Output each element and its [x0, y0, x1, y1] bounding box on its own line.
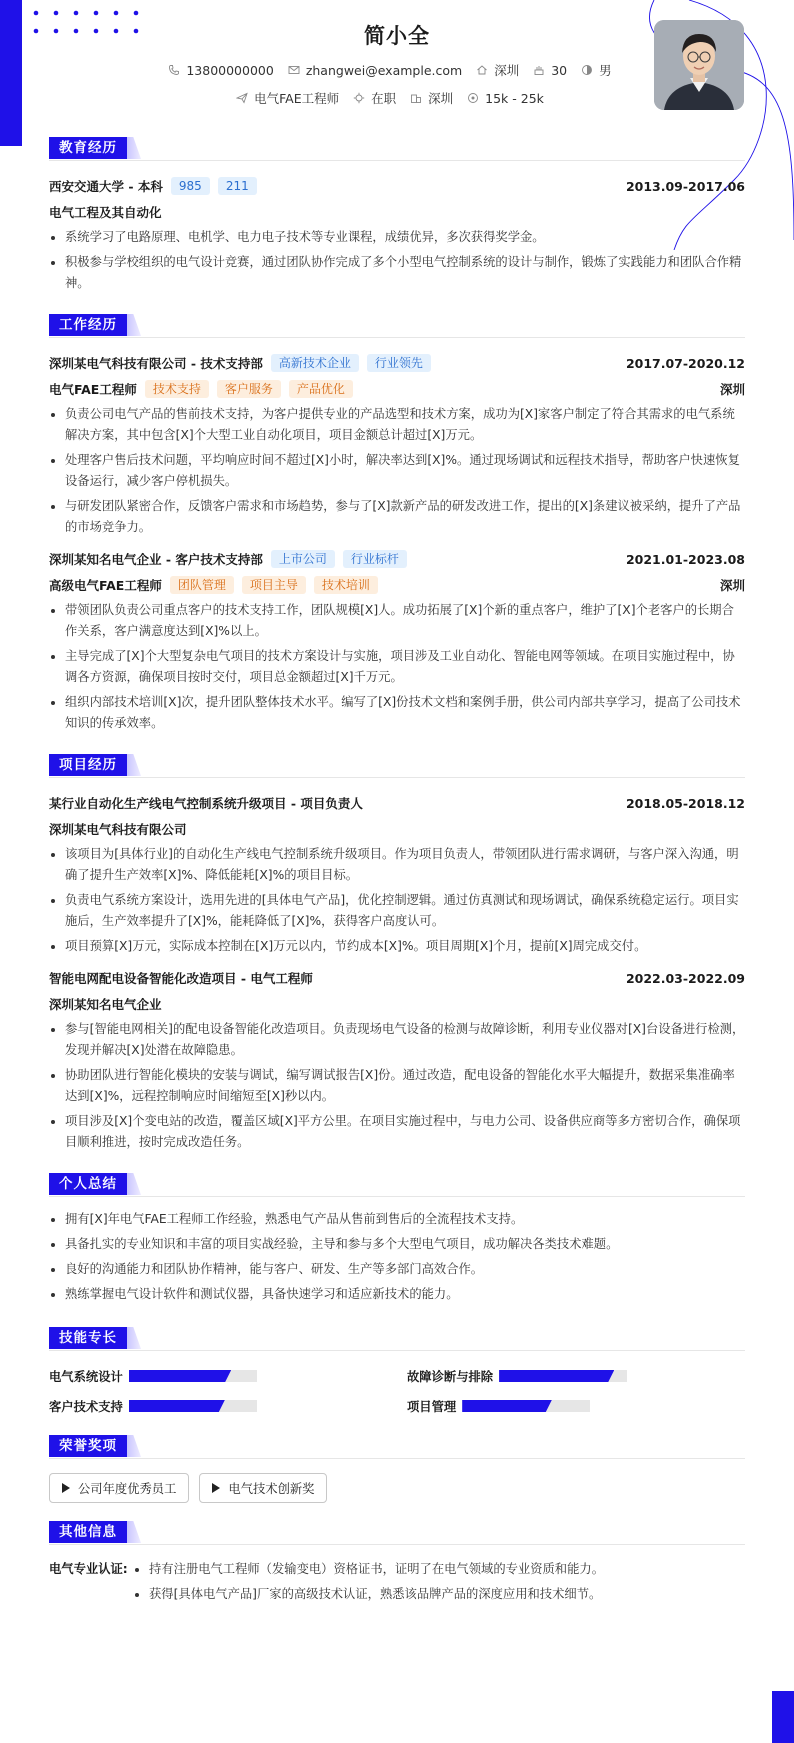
project-company: 深圳某知名电气企业 — [49, 997, 162, 1012]
period: 2021.01-2023.08 — [625, 551, 745, 567]
play-icon — [212, 1483, 220, 1493]
phone-icon — [168, 64, 180, 76]
play-icon — [62, 1483, 70, 1493]
projects-section — [49, 754, 745, 1153]
list-item: 该项目为[具体行业]的自动化生产线电气控制系统升级项目。作为项目负责人，带领团队进行需求调研，与客户深入沟通，明确了提升生产效率[X]%、降低能耗[X]%的项目目标。 — [49, 844, 745, 886]
tag: 行业标杆 — [343, 550, 407, 568]
period: 2013.09-2017.06 — [625, 178, 745, 194]
awards-list — [49, 1471, 745, 1503]
coin-icon — [467, 92, 479, 104]
bullet-list — [133, 1559, 745, 1609]
job-row — [110, 89, 670, 107]
entry-subheader — [49, 376, 745, 402]
period: 2018.05-2018.12 — [625, 795, 745, 811]
section-title: 其他信息 — [49, 1521, 127, 1543]
building-icon — [410, 92, 422, 104]
section-header — [49, 1173, 745, 1197]
bullet-list — [49, 844, 745, 957]
header — [0, 0, 794, 128]
skill-bar — [499, 1370, 627, 1382]
city: 深圳 — [719, 382, 745, 397]
skill-bar — [129, 1400, 257, 1412]
role-name: 电气FAE工程师 — [49, 382, 137, 397]
awards-section — [49, 1435, 745, 1503]
tag: 技术支持 — [145, 380, 209, 398]
summary-section — [49, 1173, 745, 1305]
project-entry — [49, 965, 745, 1153]
entry-header — [49, 350, 745, 376]
mail-icon — [288, 64, 300, 76]
phone-text: 13800000000 — [186, 62, 274, 78]
list-item: 熟练掌握电气设计软件和测试仪器，具备快速学习和适应新技术的能力。 — [49, 1284, 745, 1305]
send-icon — [236, 92, 248, 104]
bullet-list — [49, 404, 745, 538]
other-section — [49, 1521, 745, 1609]
list-item: 负责电气系统方案设计，选用先进的[具体电气产品]，优化控制逻辑。通过仿真测试和现场调试，确保系统稳定运行。项目实施后，生产效率提升了[X]%，能耗降低了[X]%，获得客户高度认可。 — [49, 890, 745, 932]
skill-level — [462, 1400, 552, 1412]
skill-bar — [462, 1400, 590, 1412]
project-entry — [49, 790, 745, 957]
award-label: 电气技术创新奖 — [228, 1482, 315, 1496]
work-entry — [49, 350, 745, 538]
salary-item — [467, 91, 544, 106]
list-item: 处理客户售后技术问题，平均响应时间不超过[X]小时，解决率达到[X]%。通过现场调试和远程技术指导，帮助客户快速恢复设备运行，减少客户停机损失。 — [49, 450, 745, 492]
location-item — [476, 61, 519, 79]
skill-item — [49, 1395, 387, 1417]
avatar-portrait — [654, 20, 744, 110]
status-icon — [353, 92, 365, 104]
company-name: 深圳某电气科技有限公司 - 技术支持部 — [49, 356, 263, 371]
list-item: 主导完成了[X]个大型复杂电气项目的技术方案设计与实施，项目涉及工业自动化、智能电网等领域。在项目实施过程中，协调各方资源，确保项目按时交付，项目总金额超过[X]千万元。 — [49, 646, 745, 688]
section-title: 个人总结 — [49, 1173, 127, 1195]
tag: 211 — [218, 177, 257, 195]
list-item: 组织内部技术培训[X]次，提升团队整体技术水平。编写了[X]份技术文档和案例手册，供公司内部共享学习，提高了公司技术知识的传承效率。 — [49, 692, 745, 734]
gender-text: 男 — [599, 63, 612, 78]
major-name: 电气工程及其自动化 — [49, 205, 162, 220]
project-title: 智能电网配电设备智能化改造项目 - 电气工程师 — [49, 971, 313, 986]
tag: 客户服务 — [217, 380, 281, 398]
email-text: zhangwei@example.com — [305, 62, 463, 78]
list-item: 协助团队进行智能化模块的安装与调试，编写调试报告[X]份。通过改造，配电设备的智能化水平大幅提升，数据采集准确率达到[X]%，远程控制响应时间缩短至[X]秒以内。 — [49, 1065, 745, 1107]
list-item: 持有注册电气工程师（发输变电）资格证书，证明了在电气领域的专业资质和能力。 — [133, 1559, 745, 1580]
list-item: 系统学习了电路原理、电机学、电力电子技术等专业课程，成绩优异，多次获得奖学金。 — [49, 227, 745, 248]
section-title: 工作经历 — [49, 314, 127, 336]
section-header — [49, 137, 745, 161]
bullet-list — [49, 227, 745, 294]
list-item: 与研发团队紧密合作，反馈客户需求和市场趋势，参与了[X]款新产品的研发改进工作，提出的[X]条建议被采纳，提升了产品的市场竞争力。 — [49, 496, 745, 538]
skill-name: 故障诊断与排除 — [407, 1370, 494, 1384]
section-title: 技能专长 — [49, 1327, 127, 1349]
section-header — [49, 314, 745, 338]
section-title: 项目经历 — [49, 754, 127, 776]
section-header — [49, 1521, 745, 1545]
skill-name: 客户技术支持 — [49, 1400, 123, 1414]
status-text: 在职 — [371, 91, 397, 106]
award-badge — [199, 1473, 327, 1503]
list-item: 带领团队负责公司重点客户的技术支持工作，团队规模[X]人。成功拓展了[X]个新的重点客户，维护了[X]个老客户的长期合作关系，客户满意度达到[X]%以上。 — [49, 600, 745, 642]
right-accent-bar — [772, 1691, 794, 1743]
skill-level — [129, 1370, 231, 1382]
tag: 行业领先 — [367, 354, 431, 372]
tag: 技术培训 — [314, 576, 378, 594]
entry-subheader — [49, 199, 745, 225]
status-item — [353, 89, 396, 107]
bullet-list — [49, 600, 745, 734]
period: 2022.03-2022.09 — [625, 970, 745, 986]
section-header — [49, 1327, 745, 1351]
gender-item — [581, 61, 612, 79]
period: 2017.07-2020.12 — [625, 355, 745, 371]
skill-name: 项目管理 — [407, 1400, 457, 1414]
role-name: 高级电气FAE工程师 — [49, 578, 162, 593]
project-title: 某行业自动化生产线电气控制系统升级项目 - 项目负责人 — [49, 796, 363, 811]
tag: 上市公司 — [271, 550, 335, 568]
school-name: 西安交通大学 - 本科 — [49, 179, 163, 194]
city-text: 深圳 — [428, 91, 454, 106]
contact-row — [110, 61, 670, 79]
avatar — [654, 20, 744, 110]
entry-header — [49, 173, 745, 199]
section-header — [49, 1435, 745, 1459]
skill-bar — [129, 1370, 257, 1382]
work-entry — [49, 546, 745, 734]
skill-level — [129, 1400, 225, 1412]
age-item — [533, 63, 567, 78]
job-item — [236, 89, 339, 107]
tag: 985 — [171, 177, 210, 195]
tag: 团队管理 — [170, 576, 234, 594]
skill-name: 电气系统设计 — [49, 1370, 123, 1384]
location-text: 深圳 — [494, 63, 520, 78]
list-item: 项目涉及[X]个变电站的改造，覆盖区域[X]平方公里。在项目实施过程中，与电力公司、设备供应商等多方密切合作，确保项目顺利推进，按时完成改造任务。 — [49, 1111, 745, 1153]
bullet-list — [49, 1019, 745, 1153]
cake-icon — [533, 64, 545, 76]
candidate-name: 简小全 — [364, 24, 430, 48]
list-item: 具备扎实的专业知识和丰富的项目实战经验，主导和参与多个大型电气项目，成功解决各类技术难题。 — [49, 1234, 745, 1255]
city: 深圳 — [719, 578, 745, 593]
section-title: 荣誉奖项 — [49, 1435, 127, 1457]
list-item: 负责公司电气产品的售前技术支持，为客户提供专业的产品选型和技术方案，成功为[X]家客户制定了符合其需求的电气系统解决方案，其中包含[X]个大型工业自动化项目，项目金额总计超过[X]万元。 — [49, 404, 745, 446]
other-label: 电气专业认证: — [49, 1562, 128, 1576]
list-item: 获得[具体电气产品]厂家的高级技术认证，熟悉该品牌产品的深度应用和技术细节。 — [133, 1584, 745, 1605]
award-label: 公司年度优秀员工 — [78, 1482, 177, 1496]
entry-subheader — [49, 816, 745, 842]
list-item: 良好的沟通能力和团队协作精神，能与客户、研发、生产等多部门高效合作。 — [49, 1259, 745, 1280]
city-item — [410, 89, 453, 107]
skill-level — [499, 1370, 614, 1382]
work-section — [49, 314, 745, 734]
other-info — [49, 1557, 745, 1609]
section-header — [49, 754, 745, 778]
entry-subheader — [49, 572, 745, 598]
education-entry — [49, 173, 745, 294]
skill-item — [407, 1395, 745, 1417]
entry-header — [49, 790, 745, 816]
entry-header — [49, 546, 745, 572]
tag: 产品优化 — [289, 380, 353, 398]
email-item — [288, 63, 462, 78]
skills-section — [49, 1327, 745, 1417]
company-name: 深圳某知名电气企业 - 客户技术支持部 — [49, 552, 263, 567]
phone-item — [168, 63, 273, 78]
skill-item — [407, 1365, 745, 1387]
tag: 项目主导 — [242, 576, 306, 594]
list-item: 积极参与学校组织的电气设计竞赛，通过团队协作完成了多个小型电气控制系统的设计与制作，锻炼了实践能力和团队合作精神。 — [49, 252, 745, 294]
salary-text: 15k - 25k — [485, 90, 544, 106]
award-badge — [49, 1473, 189, 1503]
home-icon — [476, 64, 488, 76]
entry-header — [49, 965, 745, 991]
section-title: 教育经历 — [49, 137, 127, 159]
skill-item — [49, 1365, 387, 1387]
bullet-list — [49, 1209, 745, 1305]
list-item: 拥有[X]年电气FAE工程师工作经验，熟悉电气产品从售前到售后的全流程技术支持。 — [49, 1209, 745, 1230]
project-company: 深圳某电气科技有限公司 — [49, 822, 187, 837]
tag: 高新技术企业 — [271, 354, 359, 372]
list-item: 项目预算[X]万元，实际成本控制在[X]万元以内，节约成本[X]%。项目周期[X]个月，提前[X]周完成交付。 — [49, 936, 745, 957]
job-title-text: 电气FAE工程师 — [254, 91, 340, 106]
list-item: 参与[智能电网相关]的配电设备智能化改造项目。负责现场电气设备的检测与故障诊断，利用专业仪器对[X]台设备进行检测，发现并解决[X]处潜在故障隐患。 — [49, 1019, 745, 1061]
age-text: 30 — [551, 62, 568, 78]
skills-grid — [49, 1363, 745, 1417]
entry-subheader — [49, 991, 745, 1017]
education-section — [49, 137, 745, 294]
gender-icon — [581, 64, 593, 76]
